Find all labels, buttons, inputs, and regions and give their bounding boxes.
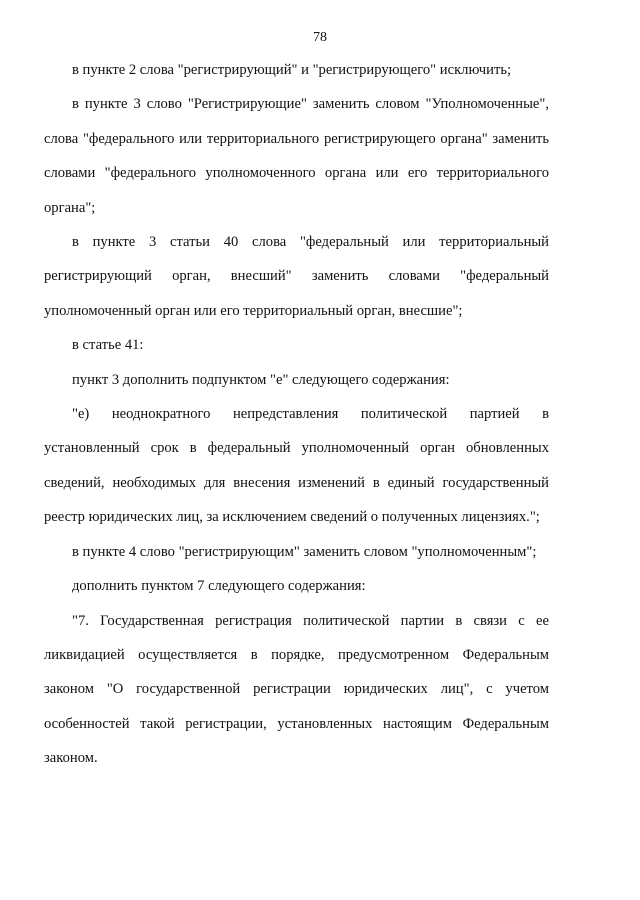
paragraph-4: в статье 41:: [72, 337, 144, 354]
paragraph-3: в пункте 3 статьи 40 слова "федеральный или территориальный регистрирующий орган, внесший" заменить словами "федеральный уполномоченный орган или его территориальный орган, внесшие";: [44, 234, 549, 319]
document-body: [44, 53, 549, 776]
paragraph-6: "е) неоднократного непредставления политической партией в установленный срок в федеральный уполномоченный орган обновленных сведений, необходимых для внесения изменений в единый государственный реестр юридических лиц, за исключением сведений о полученных лицензиях.";: [44, 406, 549, 526]
page-number: 78: [313, 30, 327, 45]
paragraph-1: в пункте 2 слова "регистрирующий" и "регистрирующего" исключить;: [72, 62, 512, 78]
paragraph-7: в пункте 4 слово "регистрирующим" заменить словом "уполномоченным";: [72, 543, 537, 560]
paragraph-8: дополнить пунктом 7 следующего содержания:: [72, 578, 366, 595]
paragraph-2: в пункте 3 слово "Регистрирующие" заменить словом "Уполномоченные", слова "федерального или территориального регистрирующего органа" заменить словами "федерального уполномоченного органа или его территориального органа";: [44, 96, 549, 216]
paragraph-9: "7. Государственная регистрация политической партии в связи с ее ликвидацией осуществляется в порядке, предусмотренном Федеральным законом "О государственной регистрации юридических лиц", с учетом особенностей такой регистрации, установленных настоящим Федеральным законом.: [44, 612, 549, 767]
paragraph-5: пункт 3 дополнить подпунктом "е" следующего содержания:: [72, 371, 450, 388]
